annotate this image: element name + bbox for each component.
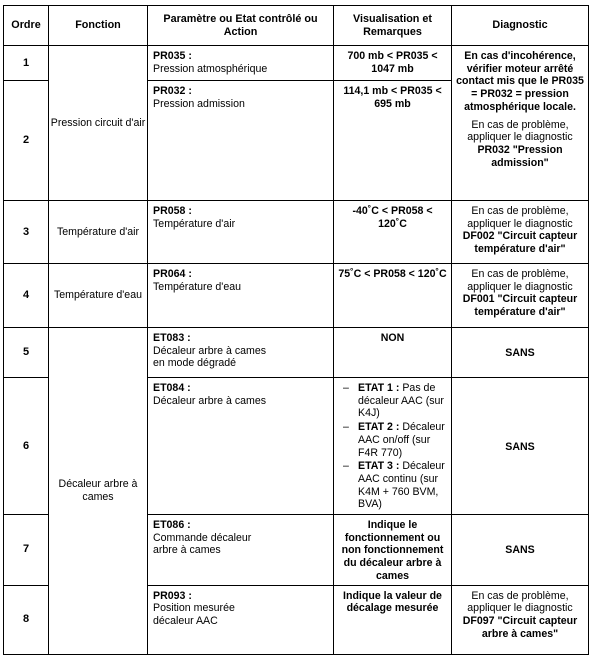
- etat-name: ETAT 3 :: [358, 460, 400, 473]
- dash-marker: –: [343, 421, 349, 434]
- row-ordre: 1: [4, 46, 49, 81]
- param-cell: [148, 201, 334, 264]
- header-fonction: Fonction: [49, 6, 148, 46]
- diag-cell: [452, 201, 589, 264]
- param-cell: [148, 378, 334, 515]
- param-cell: [148, 585, 334, 654]
- list-item: [338, 460, 447, 511]
- param-code: PR064 :: [153, 268, 192, 280]
- dash-marker: –: [343, 460, 349, 473]
- param-code: PR058 :: [153, 205, 192, 217]
- diag-prefix: En cas de problème, appliquer le diagnostic: [467, 589, 573, 615]
- param-label: Pression atmosphérique: [153, 62, 268, 75]
- diag-cell: [452, 46, 589, 201]
- param-label: Pression admission: [153, 97, 245, 110]
- dash-marker: –: [343, 382, 349, 394]
- diag-cell: [452, 264, 589, 328]
- parameter-table: [3, 5, 589, 655]
- row-ordre: 5: [4, 328, 49, 378]
- param-label: Décaleur arbre à cames en mode dégradé: [153, 344, 267, 370]
- etat-name: ETAT 1 :: [358, 382, 400, 394]
- diag-ref: DF002 "Circuit capteur température d'air": [462, 230, 578, 256]
- param-cell: [148, 81, 334, 201]
- list-item: [338, 382, 447, 420]
- param-label: Température d'eau: [153, 280, 242, 293]
- etat-name: ETAT 2 :: [358, 421, 400, 434]
- header-row: [4, 6, 589, 46]
- etat-desc: Décaleur AAC continu (sur K4M + 760 BVM, BVA): [358, 460, 445, 511]
- list-item: [338, 421, 447, 459]
- param-label: Position mesurée décaleur AAC: [153, 602, 235, 627]
- visu-cell: Indique le fonctionnement ou non fonctionnement du décaleur arbre à cames: [334, 515, 452, 586]
- diag-cell: SANS: [452, 515, 589, 586]
- header-parametre: Paramètre ou Etat contrôlé ou Action: [148, 6, 334, 46]
- param-code: PR035 :: [153, 50, 192, 62]
- param-label: Commande décaleur arbre à cames: [153, 531, 252, 557]
- param-code: PR032 :: [153, 85, 192, 97]
- param-code: ET086 :: [153, 519, 191, 532]
- visu-cell: [334, 378, 452, 515]
- param-code: ET084 :: [153, 382, 191, 394]
- diag-prefix: En cas de problème, appliquer le diagnostic: [467, 268, 573, 293]
- diag-cell: SANS: [452, 378, 589, 515]
- param-code: PR093 :: [153, 589, 192, 602]
- param-cell: [148, 515, 334, 586]
- etat-desc: Décaleur AAC on/off (sur F4R 770): [358, 421, 445, 459]
- row-ordre: 4: [4, 264, 49, 328]
- row-ordre: 7: [4, 515, 49, 586]
- header-diagnostic: Diagnostic: [452, 6, 589, 46]
- table-row: [4, 264, 589, 328]
- diag-ref: DF001 "Circuit capteur température d'air": [462, 293, 578, 319]
- visu-cell: 75˚C < PR058 < 120˚C: [334, 264, 452, 328]
- diag-ref: PR032 "Pression admission": [477, 143, 563, 169]
- etat-list: [338, 382, 447, 511]
- visu-cell: Indique la valeur de décalage mesurée: [334, 585, 452, 654]
- param-code: ET083 :: [153, 332, 191, 344]
- row-ordre: 2: [4, 81, 49, 201]
- diag-ref: DF097 "Circuit capteur arbre à cames": [462, 614, 578, 640]
- diag-incoherence: En cas d'incohérence, vérifier moteur arrêté contact mis que le PR035 = PR032 = pression atmosphérique locale.: [456, 50, 584, 113]
- table-row: [4, 201, 589, 264]
- param-label: Décaleur arbre à cames: [153, 394, 267, 407]
- fonction-cell: Pression circuit d'air: [49, 46, 148, 201]
- diag-prefix: En cas de problème, appliquer le diagnostic: [467, 205, 573, 230]
- row-ordre: 3: [4, 201, 49, 264]
- header-ordre: Ordre: [4, 6, 49, 46]
- row-ordre: 6: [4, 378, 49, 515]
- visu-cell: NON: [334, 328, 452, 378]
- visu-cell: 700 mb < PR035 < 1047 mb: [334, 46, 452, 81]
- fonction-cell: Température d'eau: [49, 264, 148, 328]
- param-cell: [148, 264, 334, 328]
- fonction-cell: Décaleur arbre à cames: [49, 328, 148, 655]
- fonction-cell: Température d'air: [49, 201, 148, 264]
- param-cell: [148, 328, 334, 378]
- table-row: [4, 328, 589, 378]
- etat-desc: Pas de décaleur AAC (sur K4J): [358, 382, 444, 420]
- row-ordre: 8: [4, 585, 49, 654]
- diag-cell: SANS: [452, 328, 589, 378]
- visu-cell: 114,1 mb < PR035 < 695 mb: [334, 81, 452, 201]
- visu-cell: -40˚C < PR058 < 120˚C: [334, 201, 452, 264]
- diag-prefix: En cas de problème, appliquer le diagnostic: [467, 118, 573, 144]
- param-cell: [148, 46, 334, 81]
- param-label: Température d'air: [153, 217, 236, 230]
- table-row: [4, 46, 589, 81]
- diag-cell: [452, 585, 589, 654]
- header-visualisation: Visualisation et Remarques: [334, 6, 452, 46]
